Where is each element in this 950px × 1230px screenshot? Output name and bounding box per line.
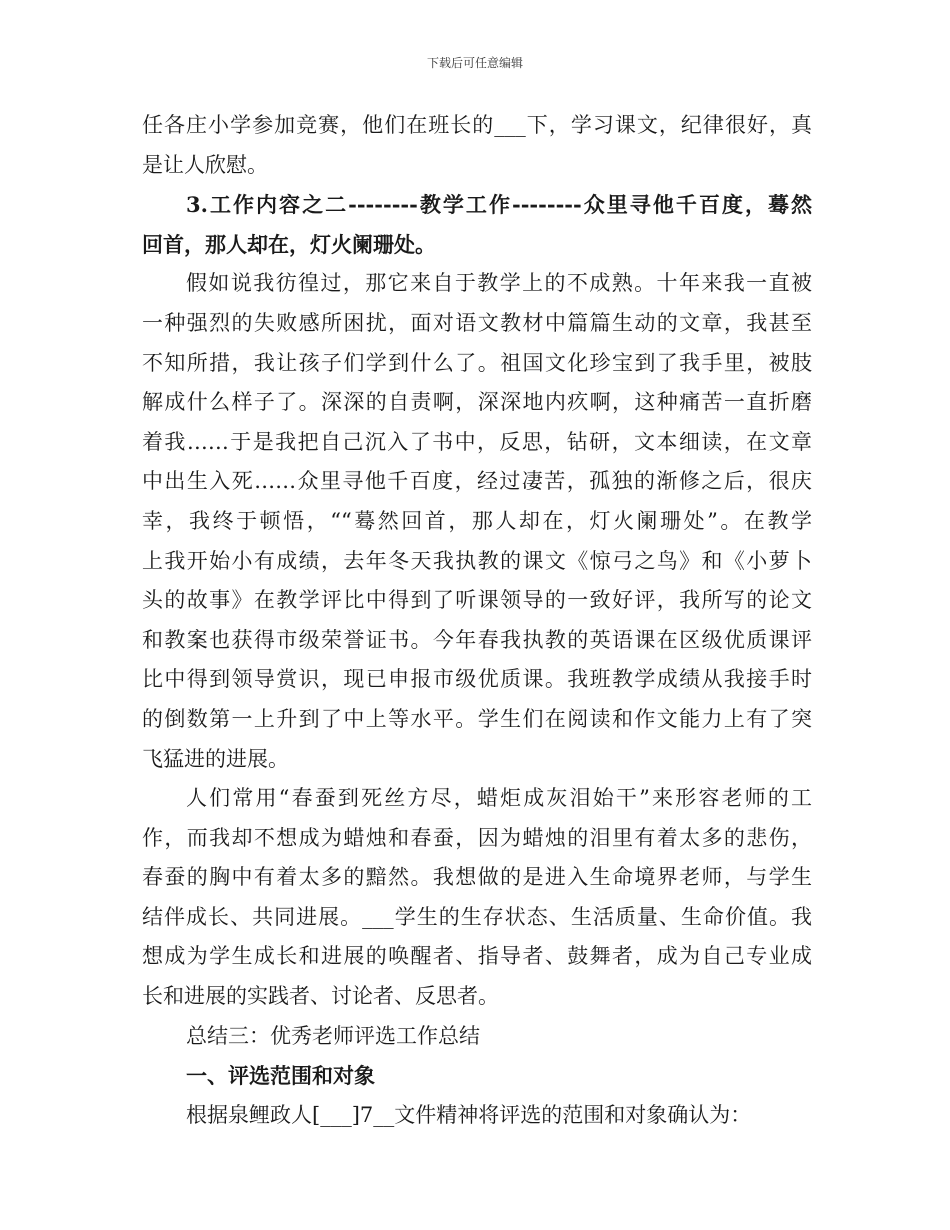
subsection-heading: 一、评选范围和对象 [186, 1063, 375, 1089]
text-line: 不知所措，我让孩子们学到什么了。祖国文化珍宝到了我手里，被肢 [142, 350, 812, 375]
text-line: 想成为学生成长和进展的唤醒者、指导者、鼓舞者，成为自己专业成 [142, 944, 812, 969]
summary-title: 总结三：优秀老师评选工作总结 [186, 1023, 480, 1048]
section-heading: 3.工作内容之二--------教学工作--------众里寻他千百度，蓦然 [186, 192, 812, 218]
text-line: 解成什么样子了。深深的自责啊，深深地内疚啊，这种痛苦一直折磨 [142, 390, 812, 415]
text-line: 结伴成长、共同进展。___学生的生存状态、生活质量、生命价值。我 [142, 904, 812, 929]
text-line: 作，而我却不想成为蜡烛和春蚕，因为蜡烛的泪里有着太多的悲伤， [142, 825, 812, 850]
text-line: 长和进展的实践者、讨论者、反思者。 [142, 984, 499, 1009]
text-line: 上我开始小有成绩，去年冬天我执教的课文《惊弓之鸟》和《小萝卜 [142, 548, 812, 573]
text-line: 春蚕的胸中有着太多的黯然。我想做的是进入生命境界老师，与学生 [142, 865, 812, 890]
text-line: 头的故事》在教学评比中得到了听课领导的一致好评，我所写的论文 [142, 588, 812, 613]
text-line: 是让人欣慰。 [142, 152, 268, 177]
text-line: 根据泉鲤政人[___]7__文件精神将评选的范围和对象确认为： [186, 1102, 752, 1127]
text-line: 比中得到领导赏识，现已申报市级优质课。我班教学成绩从我接手时 [142, 667, 812, 692]
text-line: 中出生入死……众里寻他千百度，经过凄苦，孤独的渐修之后，很庆 [142, 469, 812, 494]
page-header: 下载后可任意编辑 [426, 56, 523, 70]
text-line: 幸，我终于顿悟，““蓦然回首，那人却在，灯火阑珊处”。在教学 [142, 508, 812, 533]
text-line: 着我……于是我把自己沉入了书中，反思，钻研，文本细读，在文章 [142, 429, 812, 454]
text-line: 和教案也获得市级荣誉证书。今年春我执教的英语课在区级优质课评 [142, 627, 812, 652]
document-body [142, 106, 812, 1135]
text-line: 的倒数第一上升到了中上等水平。学生们在阅读和作文能力上有了突 [142, 706, 812, 731]
text-line: 飞猛进的进展。 [142, 746, 289, 771]
text-line: 人们常用“春蚕到死丝方尽，蜡炬成灰泪始干”来形容老师的工 [186, 786, 812, 811]
section-heading: 回首，那人却在，灯火阑珊处。 [142, 231, 436, 257]
text-line: 一种强烈的失败感所困扰，面对语文教材中篇篇生动的文章，我甚至 [142, 310, 812, 335]
text-line: 任各庄小学参加竞赛，他们在班长的___下，学习课文，纪律很好，真 [142, 113, 812, 137]
text-line: 假如说我彷徨过，那它来自于教学上的不成熟。十年来我一直被 [186, 271, 812, 296]
